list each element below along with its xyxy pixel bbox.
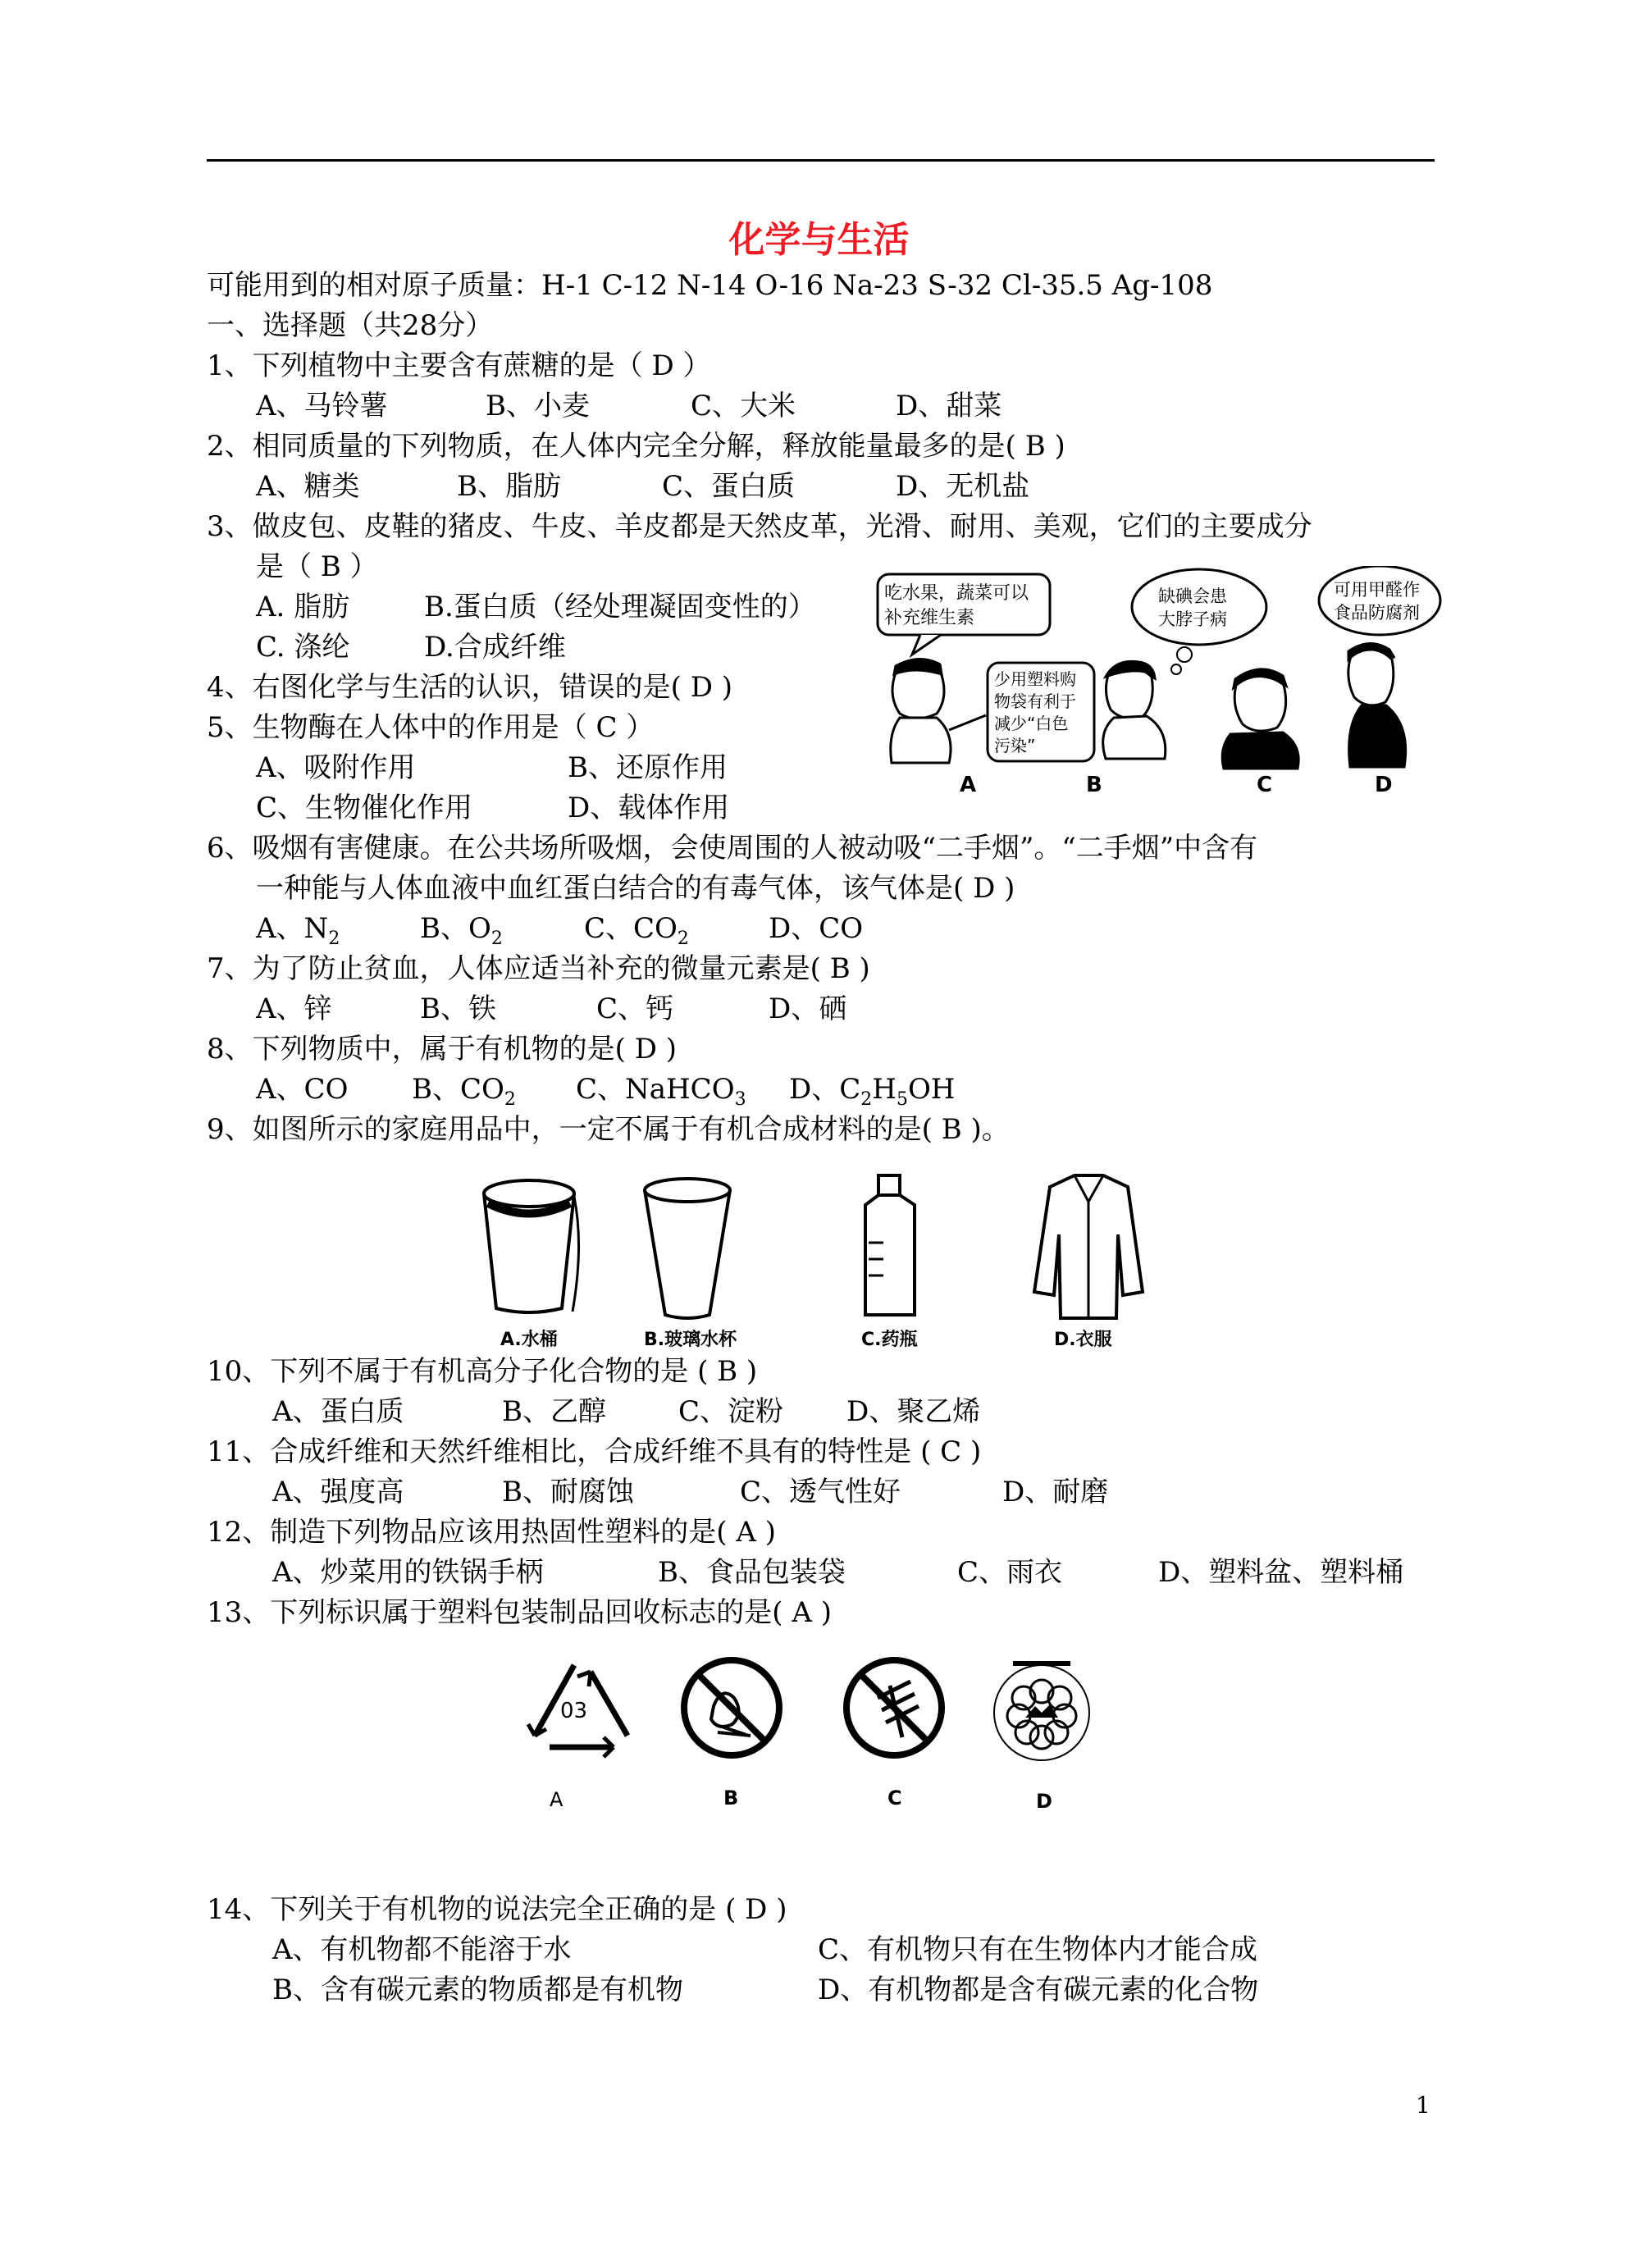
q4-label-b: B <box>1086 773 1102 797</box>
q2-option-c: C、蛋白质 <box>662 470 796 503</box>
q2-option-b: B、脂肪 <box>457 470 561 503</box>
q7-option-d: D、硒 <box>769 993 847 1025</box>
q6-option-a: A、$N_2$ <box>256 912 340 949</box>
q3-option-d: D.合成纤维 <box>424 631 566 664</box>
q3-stem-line1: 3、做皮包、皮鞋的猪皮、牛皮、羊皮都是天然皮革，光滑、耐用、美观，它们的主要成分 <box>207 510 1312 543</box>
q1-option-d: D、甜菜 <box>896 390 1002 422</box>
person-d-icon <box>1348 643 1406 767</box>
no-burning-symbol-icon <box>684 1660 779 1755</box>
q5-stem: 5、生物酶在人体中的作用是（ C ） <box>207 711 655 744</box>
clothes-icon <box>1034 1175 1143 1318</box>
q5-option-b: B、还原作用 <box>568 751 728 784</box>
q6-stem-line1: 6、吸烟有害健康。在公共场所吸烟，会使周围的人被动吸“二手烟”。“二手烟”中含有 <box>207 832 1258 865</box>
glass-cup-icon <box>645 1179 730 1318</box>
q6-option-c: C、$CO_2$ <box>584 912 689 949</box>
q10-option-b: B、乙醇 <box>502 1395 606 1428</box>
recycle-code: 03 <box>560 1699 588 1723</box>
q2-stem: 2、相同质量的下列物质，在人体内完全分解，释放能量最多的是( B ) <box>207 430 1065 463</box>
bubble-a <box>878 574 1050 655</box>
q10-stem: 10、下列不属于有机高分子化合物的是 ( B ) <box>207 1355 758 1388</box>
q10-option-d: D、聚乙烯 <box>846 1395 981 1428</box>
q3-option-a: A. 脂肪 <box>256 591 350 623</box>
q4-cartoon-figure <box>871 566 1445 804</box>
q1-option-b: B、小麦 <box>486 390 590 422</box>
q4-label-c: C <box>1257 773 1273 797</box>
q2-option-a: A、糖类 <box>256 470 360 503</box>
bucket-icon <box>484 1180 579 1312</box>
q5-option-d: D、载体作用 <box>568 792 730 824</box>
q12-option-b: B、食品包装袋 <box>658 1556 846 1589</box>
q12-option-c: C、雨衣 <box>957 1556 1063 1589</box>
section-heading: 一、选择题（共28分） <box>207 309 494 342</box>
q12-option-d: D、塑料盆、塑料桶 <box>1158 1556 1404 1589</box>
medicine-bottle-icon <box>865 1175 915 1315</box>
environmental-label-icon <box>994 1663 1089 1760</box>
q8-option-d: D、$C_2H_5OH$ <box>789 1073 956 1110</box>
q10-option-c: C、淀粉 <box>678 1395 784 1428</box>
person-a-icon <box>891 659 986 763</box>
bubble-b <box>988 663 1094 761</box>
q11-option-a: A、强度高 <box>272 1476 404 1508</box>
q11-option-b: B、耐腐蚀 <box>502 1476 634 1508</box>
q8-option-c: C、NaHCO$_3$ <box>576 1073 746 1110</box>
q12-stem: 12、制造下列物品应该用热固性塑料的是( A ) <box>207 1516 776 1549</box>
q2-option-d: D、无机盐 <box>896 470 1030 503</box>
bubble-b-line1: 少用塑料购 <box>994 669 1076 689</box>
page-title: 化学与生活 <box>728 219 910 261</box>
no-littering-symbol-icon <box>846 1660 942 1755</box>
bubble-d-line1: 可用甲醛作 <box>1334 580 1420 600</box>
bubble-b-line3: 减少“白色 <box>994 714 1069 733</box>
q8-stem: 8、下列物质中，属于有机物的是( D ) <box>207 1033 678 1066</box>
person-b-icon <box>1103 661 1166 759</box>
q11-option-d: D、耐磨 <box>1002 1476 1109 1508</box>
q9-caption-c: C.药瓶 <box>861 1330 918 1349</box>
bubble-b-line2: 物袋有利于 <box>994 691 1076 711</box>
q9-stem: 9、如图所示的家庭用品中，一定不属于有机合成材料的是( B )。 <box>207 1113 1010 1146</box>
q13-label-d: D <box>1036 1790 1052 1813</box>
q5-option-a: A、吸附作用 <box>256 751 416 784</box>
q7-stem: 7、为了防止贫血，人体应适当补充的微量元素是( B ) <box>207 952 870 985</box>
q11-option-c: C、透气性好 <box>740 1476 901 1508</box>
header-rule <box>207 159 1435 162</box>
q14-stem: 14、下列关于有机物的说法完全正确的是 ( D ) <box>207 1893 787 1926</box>
q14-option-b: B、含有碳元素的物质都是有机物 <box>272 1974 683 2006</box>
q1-option-c: C、大米 <box>691 390 796 422</box>
q8-option-a: A、CO <box>256 1073 349 1106</box>
q6-option-d: D、CO <box>769 912 864 945</box>
q7-option-b: B、铁 <box>420 993 496 1025</box>
q9-caption-b: B.玻璃水杯 <box>644 1330 737 1349</box>
q13-label-a: A <box>550 1788 563 1811</box>
q7-option-a: A、锌 <box>256 993 332 1025</box>
q13-label-c: C <box>887 1787 902 1809</box>
q8-option-b: B、$CO_2$ <box>412 1073 516 1110</box>
q13-stem: 13、下列标识属于塑料包装制品回收标志的是( A ) <box>207 1596 832 1629</box>
q1-stem: 1、下列植物中主要含有蔗糖的是（ D ） <box>207 349 711 382</box>
q6-option-b: B、$O_2$ <box>420 912 503 949</box>
q4-stem: 4、右图化学与生活的认识，错误的是( D ) <box>207 671 733 704</box>
bubble-a-line2: 补充维生素 <box>884 608 975 628</box>
recycling-symbol-icon <box>528 1665 627 1757</box>
q10-option-a: A、蛋白质 <box>272 1395 404 1428</box>
bubble-b-line4: 污染” <box>994 736 1036 755</box>
q6-stem-line2: 一种能与人体血液中血红蛋白结合的有毒气体，该气体是( D ) <box>256 872 1015 905</box>
bubble-d-line2: 食品防腐剂 <box>1334 603 1420 623</box>
q5-option-c: C、生物催化作用 <box>256 792 473 824</box>
bubble-c-line1: 缺碘会患 <box>1158 586 1227 606</box>
page-number: 1 <box>1416 2092 1430 2119</box>
q13-symbols-figure <box>517 1649 1107 1813</box>
q3-option-b: B.蛋白质（经处理凝固变性的） <box>424 591 816 623</box>
bubble-a-line1: 吃水果，蔬菜可以 <box>884 583 1029 604</box>
q12-option-a: A、炒菜用的铁锅手柄 <box>272 1556 544 1589</box>
q9-household-items-figure <box>480 1169 1169 1349</box>
q14-option-d: D、有机物都是含有碳元素的化合物 <box>818 1974 1259 2006</box>
q11-stem: 11、合成纤维和天然纤维相比，合成纤维不具有的特性是 ( C ) <box>207 1435 982 1468</box>
q14-option-c: C、有机物只有在生物体内才能合成 <box>818 1933 1258 1966</box>
q9-caption-d: D.衣服 <box>1054 1330 1112 1349</box>
q1-option-a: A、马铃薯 <box>256 390 388 422</box>
q4-label-d: D <box>1375 773 1393 797</box>
q3-stem-line2: 是（ B ） <box>256 550 378 583</box>
q7-option-c: C、钙 <box>596 993 674 1025</box>
bubble-c <box>1132 569 1266 674</box>
bubble-c-line2: 大脖子病 <box>1158 609 1227 629</box>
q4-label-a: A <box>960 773 977 797</box>
atomic-masses: 可能用到的相对原子质量：H-1 C-12 N-14 O-16 Na-23 S-32 Cl-35.5 Ag-108 <box>207 269 1213 302</box>
q13-label-b: B <box>723 1787 739 1809</box>
bubble-d <box>1319 566 1440 635</box>
q3-option-c: C. 涤纶 <box>256 631 350 664</box>
q9-caption-a: A.水桶 <box>500 1330 558 1349</box>
person-c-icon <box>1222 669 1298 769</box>
q14-option-a: A、有机物都不能溶于水 <box>272 1933 572 1966</box>
